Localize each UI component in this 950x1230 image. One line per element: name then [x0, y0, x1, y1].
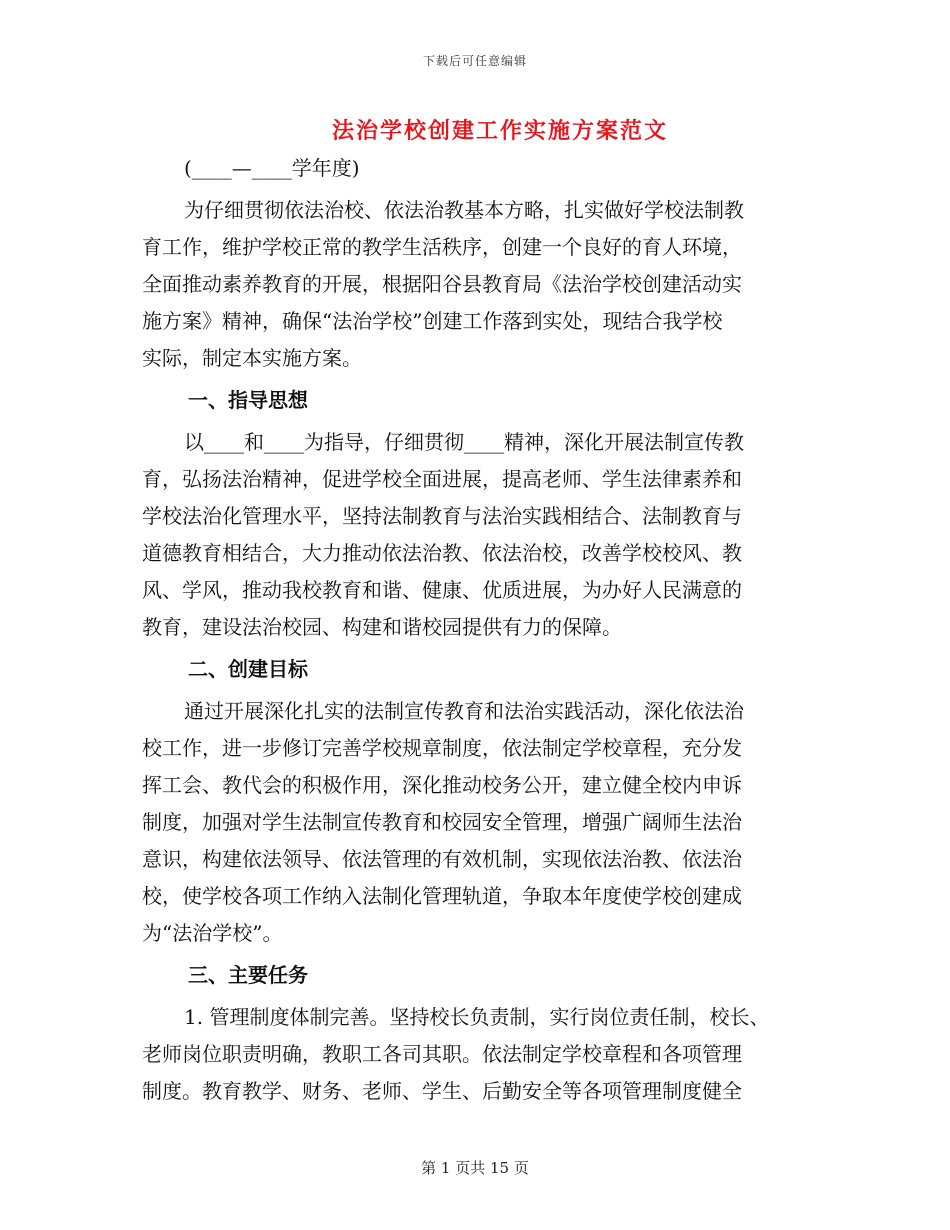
paragraph-line: 育工作，维护学校正常的教学生活秩序，创建一个良好的育人环境，	[142, 235, 742, 259]
section-heading-main-tasks: 三、主要任务	[188, 963, 308, 987]
paragraph-line: 1. 管理制度体制完善。坚持校长负责制，实行岗位责任制，校长、	[184, 1005, 770, 1029]
main-tasks-paragraph	[142, 999, 810, 1110]
paragraph-line: 风、学风，推动我校教育和谐、健康、优质进展，为办好人民满意的	[142, 578, 742, 602]
document-body	[142, 150, 810, 1110]
paragraph-line: 施方案》精神，确保“法治学校”创建工作落到实处，现结合我学校	[142, 309, 723, 333]
paragraph-line: 老师岗位职责明确，教职工各司其职。依法制定学校章程和各项管理	[142, 1042, 742, 1066]
paragraph-line: 为“法治学校”。	[142, 921, 283, 945]
section-heading-goals: 二、创建目标	[188, 657, 308, 681]
paragraph-line: 为仔细贯彻依法治校、依法治教基本方略，扎实做好学校法制教	[184, 198, 744, 222]
paragraph-line: 以____和____为指导，仔细贯彻____精神，深化开展法制宣传教	[184, 430, 744, 454]
paragraph-line: 意识，构建依法领导、依法管理的有效机制，实现依法治教、依法治	[142, 847, 742, 871]
paragraph-line: 通过开展深化扎实的法制宣传教育和法治实践活动，深化依法治	[184, 699, 744, 723]
intro-paragraph	[142, 192, 810, 377]
paragraph-line: 学校法治化管理水平，坚持法制教育与法治实践相结合、法制教育与	[142, 504, 742, 528]
paragraph-line: 校工作，进一步修订完善学校规章制度，依法制定学校章程，充分发	[142, 736, 742, 760]
document-title: 法治学校创建工作实施方案范文	[331, 118, 668, 144]
paragraph-line: 挥工会、教代会的积极作用，深化推动校务公开，建立健全校内申诉	[142, 773, 742, 797]
paragraph-line: 校，使学校各项工作纳入法制化管理轨道，争取本年度使学校创建成	[142, 884, 742, 908]
paragraph-line: 教育，建设法治校园、构建和谐校园提供有力的保障。	[142, 615, 622, 639]
section-heading-guiding-ideology: 一、指导思想	[188, 388, 308, 412]
paragraph-line: 全面推动素养教育的开展，根据阳谷县教育局《法治学校创建活动实	[142, 272, 742, 296]
school-year-line: (____—____学年度)	[184, 156, 360, 180]
paragraph-line: 道德教育相结合，大力推动依法治教、依法治校，改善学校校风、教	[142, 541, 742, 565]
paragraph-line: 制度。教育教学、财务、老师、学生、后勤安全等各项管理制度健全	[142, 1079, 742, 1103]
paragraph-line: 实际，制定本实施方案。	[142, 346, 362, 370]
page-number: 第 1 页共 15 页	[421, 1159, 529, 1177]
download-note: 下载后可任意编辑	[422, 54, 527, 68]
paragraph-line: 制度，加强对学生法制宣传教育和校园安全管理，增强广阔师生法治	[142, 810, 742, 834]
paragraph-line: 育，弘扬法治精神，促进学校全面进展，提高老师、学生法律素养和	[142, 467, 742, 491]
guiding-ideology-paragraph	[142, 424, 810, 646]
goals-paragraph	[142, 693, 810, 952]
